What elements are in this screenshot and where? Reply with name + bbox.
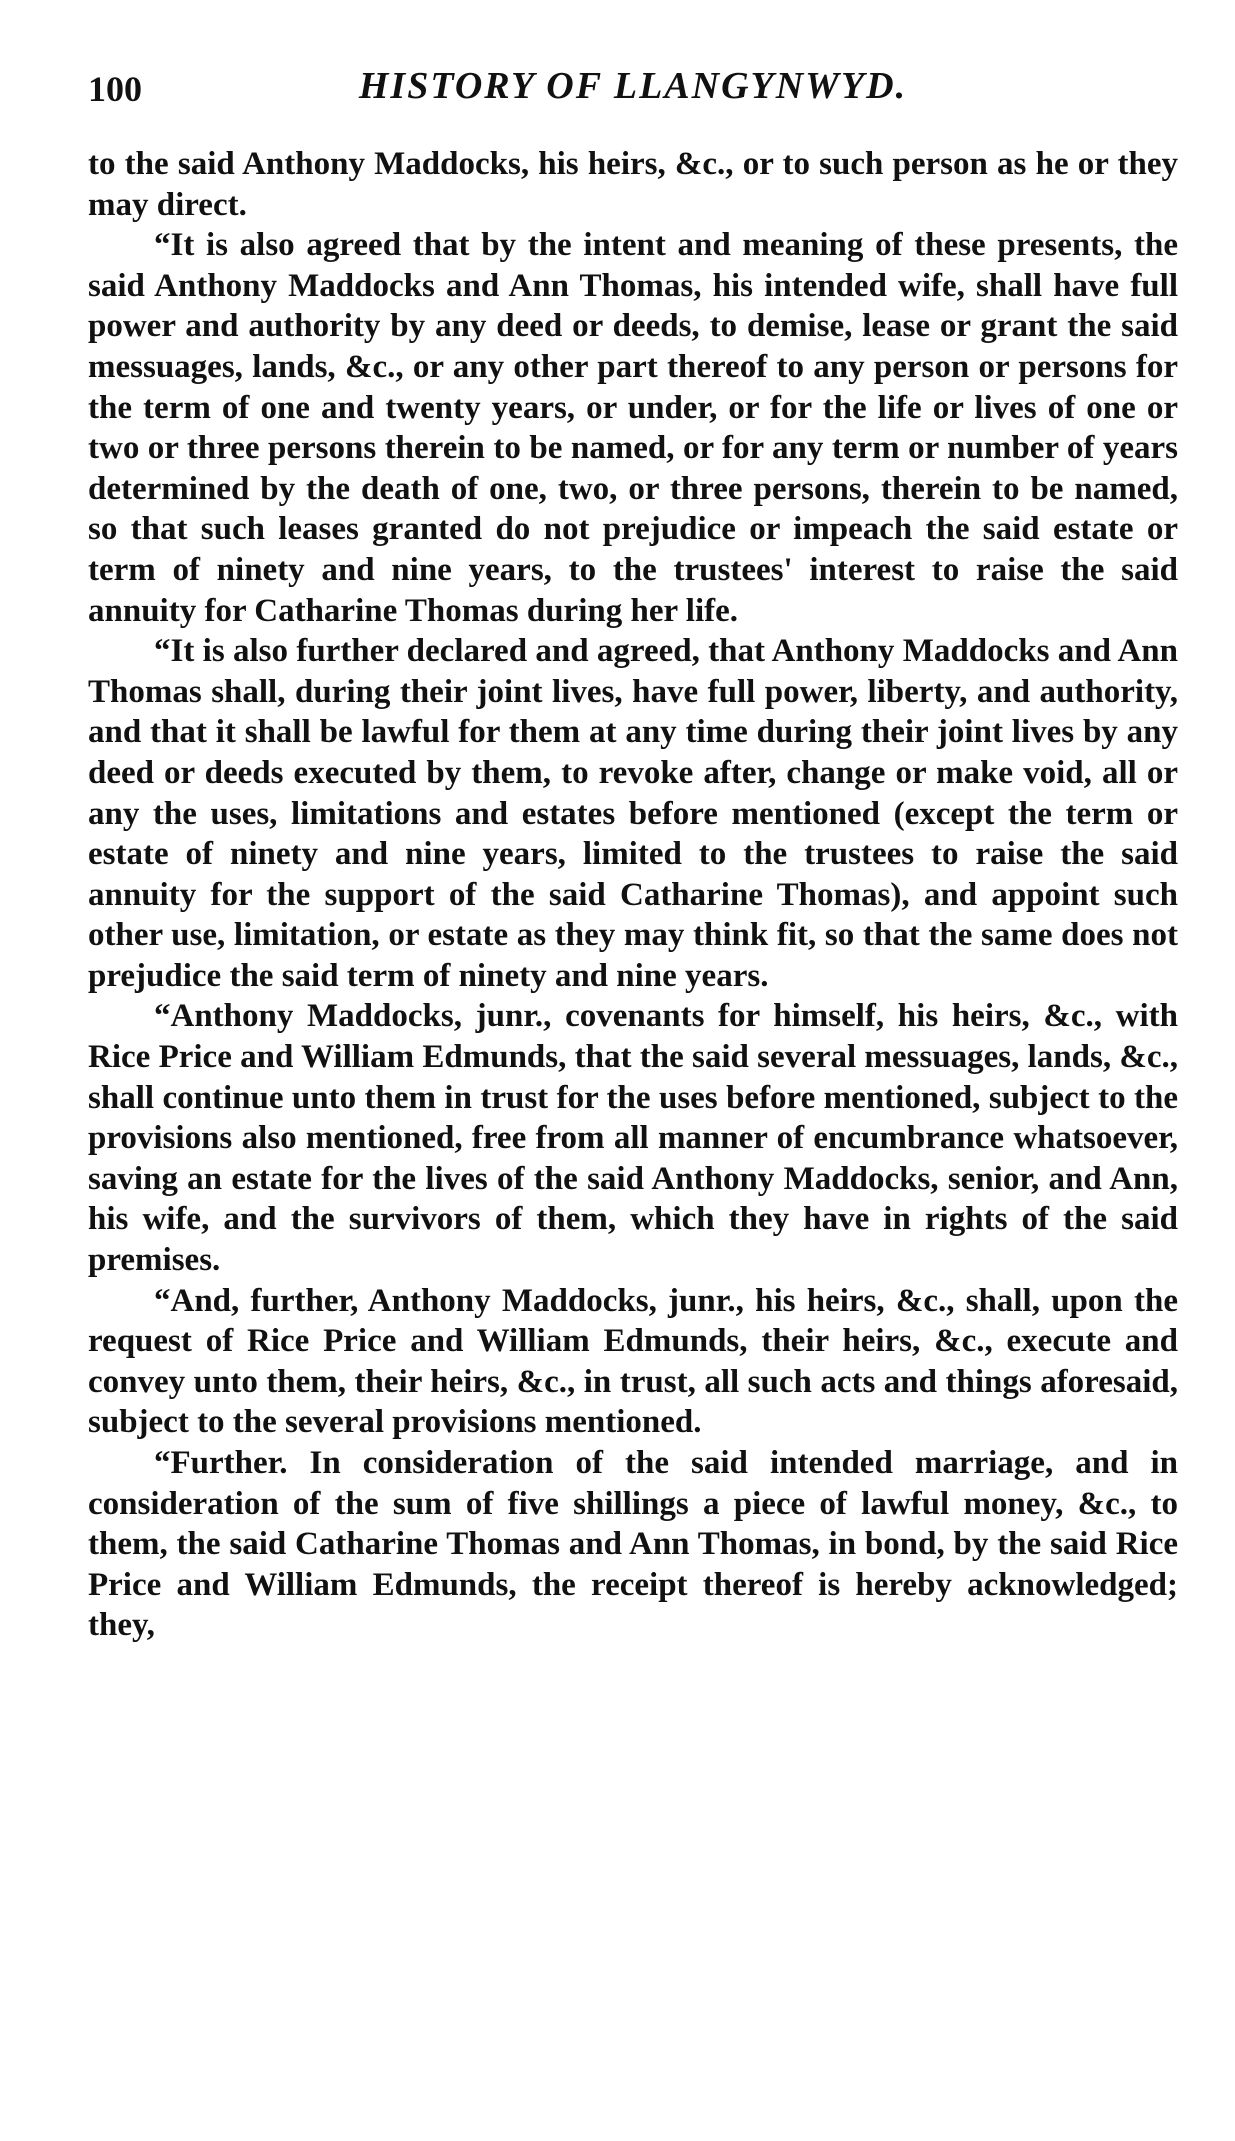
- book-page: [88, 60, 1178, 1646]
- body-text: [88, 144, 1178, 1646]
- paragraph: “Anthony Maddocks, junr., covenants for himself, his heirs, &c., with Rice Price and William Edmunds, that the said several messuages, lands, &c., shall continue unto them in trust for the uses before mentioned, subject to the provisions also mentioned, free from all manner of encumbrance whatsoever, saving an estate for the lives of the said Anthony Maddocks, senior, and Ann, his wife, and the survivors of them, which they have in rights of the said premises.: [88, 998, 1178, 1279]
- running-head: [88, 60, 1178, 120]
- paragraph: “It is also further declared and agreed, that Anthony Maddocks and Ann Thomas shall, during their joint lives, have full power, liberty, and authority, and that it shall be lawful for them at any time during their joint lives by any deed or deeds executed by them, to revoke after, change or make void, all or any the uses, limitations and estates before mentioned (except the term or estate of ninety and nine years, limited to the trustees to raise the said annuity for the support of the said Catharine Thomas), and appoint such other use, limitation, or estate as they may think fit, so that the same does not prejudice the said term of ninety and nine years.: [88, 633, 1178, 994]
- paragraph: to the said Anthony Maddocks, his heirs, &c., or to such person as he or they may direct.: [88, 146, 1178, 223]
- running-title: HISTORY OF LLANGYNWYD.: [358, 65, 908, 107]
- page-number: 100: [88, 69, 142, 109]
- paragraph: “Further. In consideration of the said intended marriage, and in consideration of the sum of five shillings a piece of lawful money, &c., to them, the said Catharine Thomas and Ann Thomas, in bond, by the said Rice Price and William Edmunds, the receipt thereof is hereby acknowledged; they,: [88, 1445, 1178, 1644]
- paragraph: “It is also agreed that by the intent and meaning of these presents, the said Anthony Maddocks and Ann Thomas, his intended wife, shall have full power and authority by any deed or deeds, to demise, lease or grant the said messuages, lands, &c., or any other part thereof to any person or persons for the term of one and twenty years, or under, or for the life or lives of one or two or three persons therein to be named, or for any term or number of years determined by the death of one, two, or three persons, therein to be named, so that such leases granted do not prejudice or impeach the said estate or term of ninety and nine years, to the trustees' interest to raise the said annuity for Catharine Thomas during her life.: [88, 227, 1178, 629]
- paragraph: “And, further, Anthony Maddocks, junr., his heirs, &c., shall, upon the request of Rice Price and William Edmunds, their heirs, &c., execute and convey unto them, their heirs, &c., in trust, all such acts and things aforesaid, subject to the several provisions mentioned.: [88, 1282, 1178, 1441]
